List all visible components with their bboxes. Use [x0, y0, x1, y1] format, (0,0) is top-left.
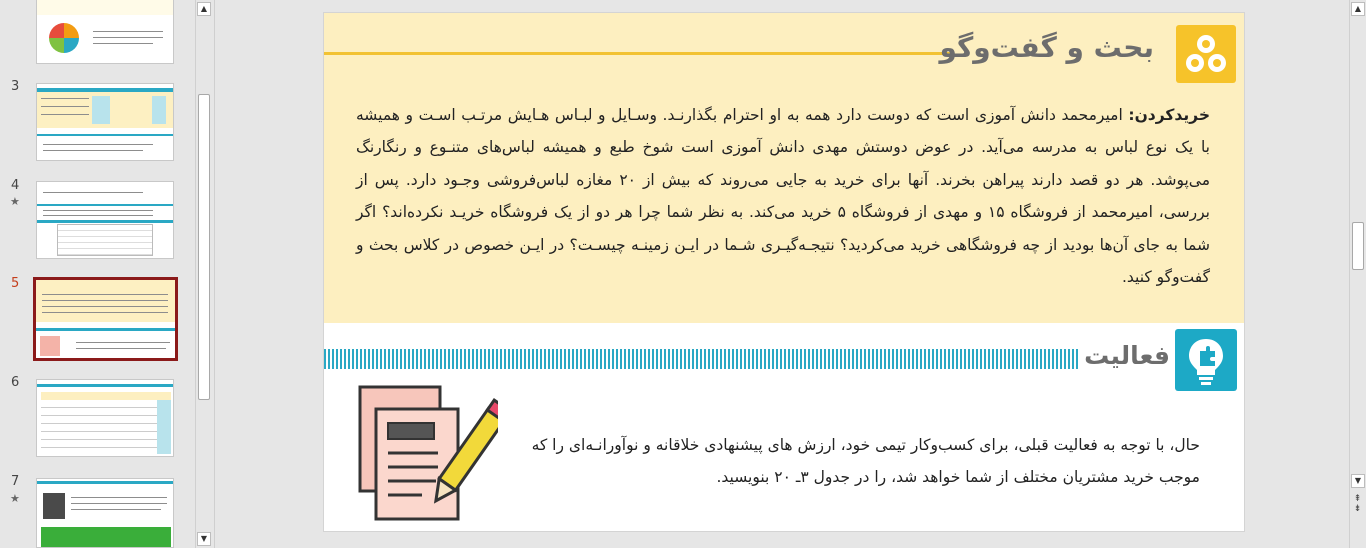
paragraph-lead: خریدکردن:	[1128, 106, 1210, 124]
document-pencil-icon	[358, 385, 498, 525]
slide-number-4: 4	[11, 178, 20, 193]
scrollbar-thumb[interactable]	[198, 94, 210, 400]
slide-thumbnail-2[interactable]	[36, 0, 174, 64]
scroll-down-button[interactable]: ▼	[1351, 474, 1365, 488]
activity-paragraph: حال، با توجه به فعالیت قبلی، برای کسب‌وکار تیمی خود، ارزش های پیشنهادی خلاقانه و نوآورانـه‌ای را که موجب خرید مشتریان مختلف از شما خواهد شد، را در جدول ۳ـ ۲۰ بنویسید.	[531, 436, 1200, 486]
scroll-up-button[interactable]: ▲	[197, 2, 211, 16]
slide-thumbnail-6[interactable]	[36, 379, 174, 457]
slide-thumbnail-5-selected[interactable]	[33, 277, 178, 361]
activity-stripe	[324, 349, 1080, 369]
thumbnail-scrollbar[interactable]	[195, 0, 212, 548]
discussion-title: بحث و گفت‌وگو	[939, 31, 1154, 64]
discussion-icon	[1176, 25, 1236, 83]
slide-number-5: 5	[11, 276, 20, 291]
slide-number-3: 3	[11, 79, 20, 94]
scrollbar-thumb[interactable]	[1352, 222, 1364, 270]
slide-editor	[214, 0, 1348, 548]
slide-thumbnail-4[interactable]	[36, 181, 174, 259]
paragraph-body: امیرمحمد دانش آموزی است که دوست دارد همه به او احترام بگذارنـد. وسـایل و لبـاس هـایش مرتـب اسـت و همیشه با یک نوع لباس به مدرسه می‌آید. در عوض دوستش مهدی دانش آموزی است شوخ طبع و همیشه لباس‌های متنـوع و رنگارنگ می‌پوشد. هر دو قصد دارند پیراهن بخرند. آنها برای خرید به جایی می‌روند که بیش از ۲۰ مغازه لباس‌فروشی وجـود دارد. پس از بررسی، امیرمحمد از فروشگاه ۱۵ و مهدی از فروشگاه ۵ خرید می‌کند. به نظر شما چرا هر دو از یک فروشگاه خریـد نکرده‌اند؟ اگر شما به جای آن‌ها بودید از چه فروشگاهی خرید می‌کردید؟ نتیجـه‌گیـری شـما در ایـن زمینـه چیسـت؟ در ایـن خصوص در کلاس بحث و گفت‌وگو کنید.	[356, 106, 1210, 287]
animation-star-icon: ★	[10, 195, 20, 208]
slide-thumbnail-7[interactable]	[36, 478, 174, 548]
slide-number-7: 7	[11, 474, 20, 489]
discussion-section	[324, 13, 1245, 323]
previous-next-slide-buttons[interactable]: ⇞ ⇟	[1353, 494, 1362, 514]
current-slide	[323, 12, 1245, 532]
lightbulb-puzzle-icon	[1175, 329, 1237, 391]
scroll-down-button[interactable]: ▼	[197, 532, 211, 546]
editor-scrollbar[interactable]	[1349, 0, 1366, 548]
discussion-paragraph	[356, 99, 1210, 293]
activity-title: فعالیت	[1084, 341, 1170, 370]
slide-thumbnail-pane	[0, 0, 195, 548]
title-underline	[324, 52, 954, 55]
slide-number-6: 6	[11, 375, 20, 390]
scroll-up-button[interactable]: ▲	[1351, 2, 1365, 16]
diagram-icon	[49, 23, 79, 53]
slide-thumbnail-3[interactable]	[36, 83, 174, 161]
animation-star-icon: ★	[10, 492, 20, 505]
